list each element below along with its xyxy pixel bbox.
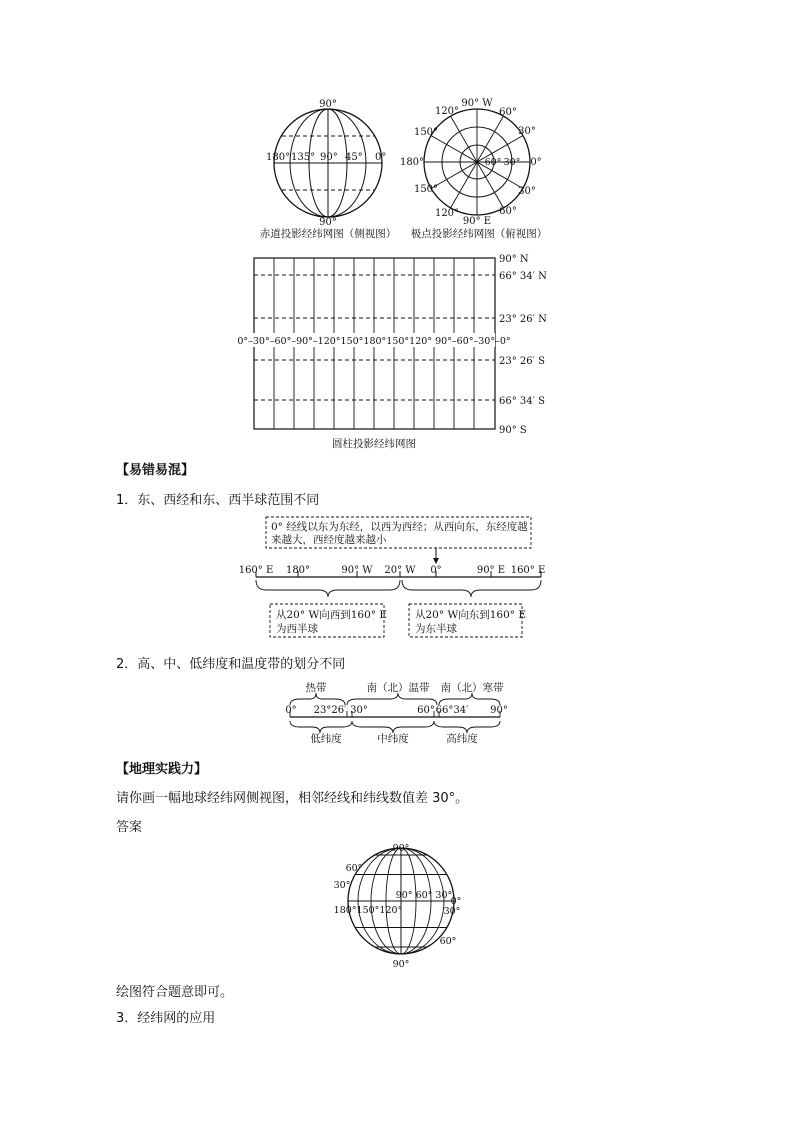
cyl-lat-90s: 90° S — [499, 425, 527, 436]
polar-label-90w: 90° W — [461, 98, 493, 109]
item-1-title: 1．东、西经和东、西半球范围不同 — [116, 493, 320, 508]
cyl-lat-90n: 90° N — [499, 254, 529, 265]
zone-scale-90: 90° — [490, 705, 508, 716]
zone-mid-latitude: 中纬度 — [377, 733, 409, 745]
polar-label-120-nw: 120° — [434, 106, 460, 117]
answer-conclusion: 绘图符合题意即可。 — [116, 985, 234, 1000]
scale-160e-left: 160° E — [238, 565, 274, 576]
cyl-lat-2326s: 23° 26′ S — [499, 356, 545, 367]
polar-caption: 极点投影经纬网图（俯视图） — [410, 228, 548, 240]
scale-20w: 20° W — [384, 565, 416, 576]
globe-label-top: 90° — [392, 843, 410, 854]
cyl-longitude-row: 0°–30°–60°–90°–120°150°180°150°120° 90°–60°–30°–0° — [237, 336, 511, 347]
west-box-line2: 为西半球 — [276, 623, 318, 635]
polar-label-180: 180° — [399, 157, 425, 168]
polar-label-30-ne: 30° — [518, 126, 536, 137]
item-2-title: 2．高、中、低纬度和温度带的划分不同 — [116, 657, 346, 672]
globe-label-right30: 30° — [443, 906, 461, 917]
item-3-title: 3．经纬网的应用 — [116, 1011, 216, 1026]
hemisphere-note-line1: 0° 经线以东为东经，以西为西经；从西向东，东经度越 — [271, 521, 528, 533]
polar-label-150-nw: 150° — [413, 127, 439, 138]
zone-low-latitude: 低纬度 — [310, 733, 342, 745]
polar-label-120-sw: 120° — [434, 208, 460, 219]
polar-label-60-se: 60° — [499, 206, 517, 217]
scale-90w: 90° W — [341, 565, 373, 576]
globe-label-bottom: 90° — [392, 959, 410, 970]
zone-high-latitude: 高纬度 — [446, 733, 478, 745]
zone-scale-6634: 66°34′ — [435, 705, 469, 716]
scale-90e: 90° E — [476, 565, 506, 576]
section-heading-practice: 【地理实践力】 — [116, 762, 208, 777]
eq-lon-90: 90° — [320, 152, 338, 163]
globe-label-left60: 60° — [345, 863, 363, 874]
globe-label-left30: 30° — [333, 880, 351, 891]
zone-scale-30: 30° — [350, 705, 368, 716]
polar-label-0: 0° — [530, 157, 542, 168]
cyl-caption: 圆柱投影经纬网图 — [332, 438, 416, 450]
scale-0: 0° — [430, 565, 442, 576]
globe-label-right0: 0° — [450, 896, 462, 907]
eq-lon-180: 180° — [266, 152, 291, 163]
zone-temperate: 南（北）温带 — [366, 682, 430, 694]
cyl-lat-6634n: 66° 34′ N — [499, 271, 547, 282]
west-box-line1: 从20° W向西到160° E — [276, 609, 388, 621]
polar-label-150-sw: 150° — [413, 184, 439, 195]
section-heading-errors: 【易错易混】 — [116, 463, 195, 478]
east-box-line1: 从20° W向东到160° E — [415, 609, 527, 621]
cyl-lat-6634s: 66° 34′ S — [499, 396, 545, 407]
eq-bottom-label: 90° — [319, 217, 337, 228]
globe-row-upper: 90° 60° 30° — [395, 890, 453, 901]
eq-lon-135: 135° — [291, 152, 316, 163]
zone-scale-2326: 23°26′ — [313, 705, 347, 716]
scale-180: 180° — [285, 565, 311, 576]
zone-frigid: 南（北）寒带 — [440, 682, 504, 694]
eq-caption: 赤道投影经纬网图（侧视图） — [259, 228, 397, 240]
practice-question: 请你画一幅地球经纬网侧视图，相邻经线和纬线数值差 30°。 — [116, 791, 469, 806]
globe-row-lower: 180°150°120° — [333, 905, 403, 916]
polar-inner-60: 60° — [484, 157, 502, 168]
eq-lon-45: 45° — [345, 152, 363, 163]
polar-label-60-ne: 60° — [499, 107, 517, 118]
zone-tropical: 热带 — [305, 682, 327, 694]
equatorial-projection-figure — [274, 109, 382, 217]
answer-label: 答案 — [116, 820, 143, 835]
eq-top-label: 90° — [319, 99, 337, 110]
hemisphere-note-line2: 来越大，西经度越来越小 — [271, 534, 387, 546]
polar-inner-30: 30° — [503, 157, 521, 168]
scale-160e-right: 160° E — [510, 565, 546, 576]
east-box-line2: 为东半球 — [415, 623, 457, 635]
zone-scale-60: 60° — [417, 705, 435, 716]
eq-lon-0: 0° — [375, 152, 387, 163]
globe-label-right60: 60° — [439, 936, 457, 947]
answer-globe — [345, 848, 454, 954]
cyl-lat-2326n: 23° 26′ N — [499, 314, 547, 325]
polar-label-30-se: 30° — [518, 186, 536, 197]
zone-scale-0: 0° — [285, 705, 297, 716]
polar-label-90e: 90° E — [462, 216, 492, 227]
